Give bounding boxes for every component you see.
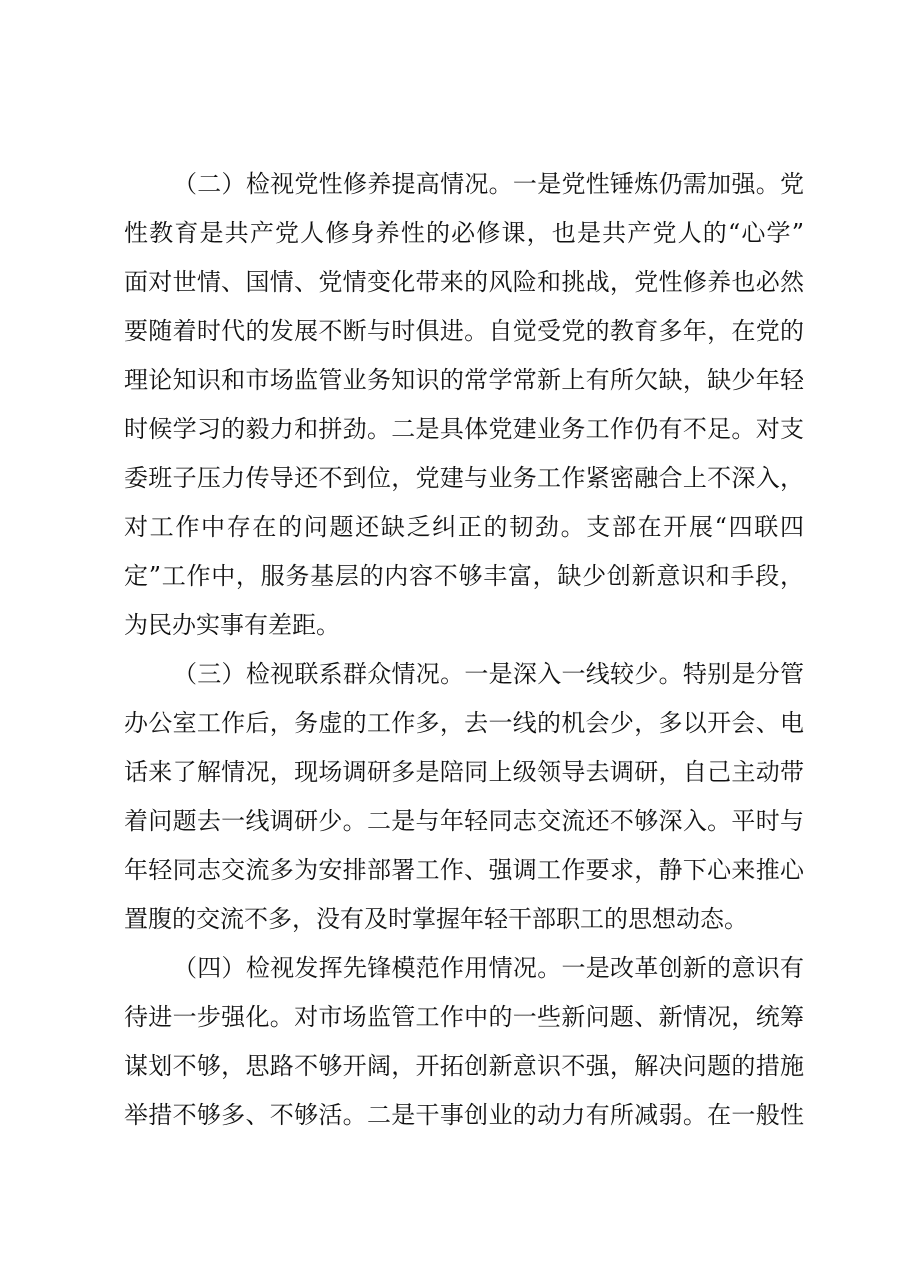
text-line: 性教育是共产党人修身养性的必修课，也是共产党人的“心学” [124, 219, 804, 247]
text-line: 待进一步强化。对市场监管工作中的一些新问题、新情况，统筹 [124, 1003, 804, 1031]
text-line: 委班子压力传导还不到位，党建与业务工作紧密融合上不深入， [124, 464, 804, 492]
text-line: 举措不够多、不够活。二是干事创业的动力有所减弱。在一般性 [124, 1101, 804, 1129]
text-line: （三）检视联系群众情况。一是深入一线较少。特别是分管 [173, 660, 804, 688]
text-line: 理论知识和市场监管业务知识的常学常新上有所欠缺，缺少年轻 [124, 366, 804, 394]
text-line: 面对世情、国情、党情变化带来的风险和挑战，党性修养也必然 [124, 268, 804, 296]
text-line: 年轻同志交流多为安排部署工作、强调工作要求，静下心来推心 [124, 856, 804, 884]
text-line: 话来了解情况，现场调研多是陪同上级领导去调研，自己主动带 [124, 758, 804, 786]
text-line: 对工作中存在的问题还缺乏纠正的韧劲。支部在开展“四联四 [124, 513, 804, 541]
text-line: 办公室工作后，务虚的工作多，去一线的机会少，多以开会、电 [124, 709, 804, 737]
text-line: 时候学习的毅力和拼劲。二是具体党建业务工作仍有不足。对支 [124, 415, 804, 443]
text-line: 为民办实事有差距。 [124, 611, 340, 639]
text-line: 谋划不够，思路不够开阔，开拓创新意识不强，解决问题的措施 [124, 1052, 804, 1080]
text-line: 要随着时代的发展不断与时俱进。自觉受党的教育多年，在党的 [124, 317, 804, 345]
text-line: （四）检视发挥先锋模范作用情况。一是改革创新的意识有 [173, 954, 804, 982]
text-line: 定”工作中，服务基层的内容不够丰富，缺少创新意识和手段， [124, 562, 804, 590]
text-line: （二）检视党性修养提高情况。一是党性锤炼仍需加强。党 [173, 170, 804, 198]
text-line: 置腹的交流不多，没有及时掌握年轻干部职工的思想动态。 [124, 905, 748, 933]
text-line: 着问题去一线调研少。二是与年轻同志交流还不够深入。平时与 [124, 807, 804, 835]
